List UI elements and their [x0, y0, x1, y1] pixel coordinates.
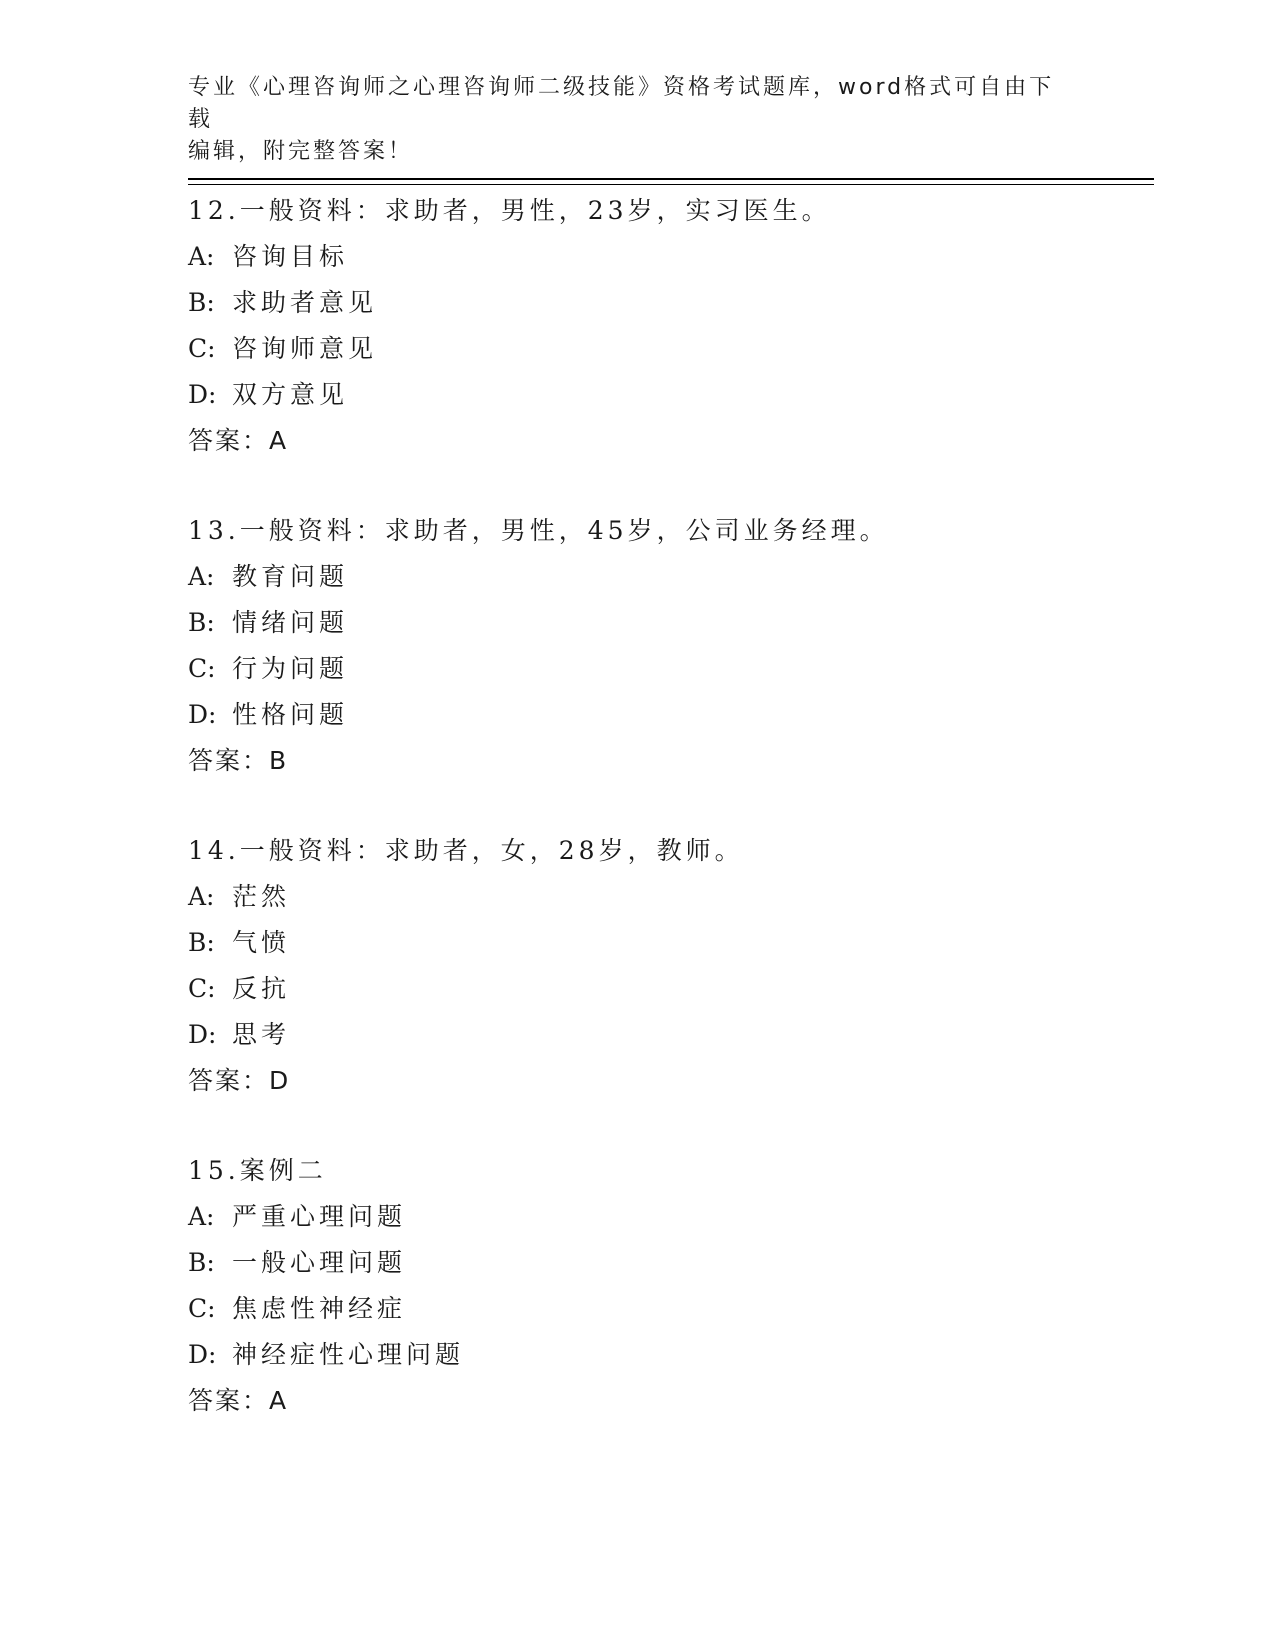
- question-12: [188, 188, 1154, 464]
- question-15: [188, 1148, 1154, 1424]
- question-stem: 13.一般资料：求助者，男性，45岁，公司业务经理。: [188, 516, 889, 545]
- option-text: 咨询目标: [232, 242, 349, 271]
- option-letter: D:: [188, 380, 217, 409]
- question-13: [188, 508, 1154, 784]
- option-text: 焦虑性神经症: [232, 1294, 407, 1323]
- option-letter: C:: [188, 974, 216, 1003]
- option-letter: A:: [188, 1202, 215, 1231]
- option-text: 教育问题: [232, 562, 349, 591]
- option-text: 气愤: [232, 928, 291, 957]
- option-text: 双方意见: [232, 380, 349, 409]
- question-14: [188, 828, 1154, 1104]
- document-header: [188, 72, 1068, 168]
- option-letter: C:: [188, 334, 216, 363]
- option-text: 一般心理问题: [232, 1248, 407, 1277]
- question-stem: 15.案例二: [188, 1156, 327, 1185]
- header-divider: [188, 178, 1154, 180]
- option-text: 严重心理问题: [232, 1202, 407, 1231]
- option-a: [188, 874, 1154, 920]
- answer-line: 答案：A: [188, 426, 289, 455]
- option-a: [188, 554, 1154, 600]
- option-text: 性格问题: [232, 700, 349, 729]
- option-letter: A:: [188, 562, 215, 591]
- option-text: 茫然: [232, 882, 291, 911]
- option-text: 神经症性心理问题: [232, 1340, 465, 1369]
- option-letter: C:: [188, 654, 216, 683]
- option-b: [188, 920, 1154, 966]
- option-letter: A:: [188, 882, 215, 911]
- answer-line: 答案：D: [188, 1066, 291, 1095]
- option-letter: B:: [188, 928, 215, 957]
- option-text: 思考: [232, 1020, 291, 1049]
- option-text: 反抗: [232, 974, 291, 1003]
- option-letter: A:: [188, 242, 215, 271]
- option-c: [188, 966, 1154, 1012]
- option-b: [188, 1240, 1154, 1286]
- option-d: [188, 372, 1154, 418]
- option-letter: D:: [188, 700, 217, 729]
- option-letter: D:: [188, 1340, 217, 1369]
- option-letter: B:: [188, 1248, 215, 1277]
- option-d: [188, 1012, 1154, 1058]
- header-divider-thin: [188, 184, 1154, 185]
- answer-line: 答案：A: [188, 1386, 289, 1415]
- question-list: [188, 188, 1154, 1468]
- option-d: [188, 692, 1154, 738]
- option-letter: B:: [188, 288, 215, 317]
- option-c: [188, 646, 1154, 692]
- option-text: 咨询师意见: [232, 334, 378, 363]
- option-d: [188, 1332, 1154, 1378]
- option-a: [188, 1194, 1154, 1240]
- option-letter: C:: [188, 1294, 216, 1323]
- question-stem: 14.一般资料：求助者，女，28岁，教师。: [188, 836, 744, 865]
- header-line-1: 专业《心理咨询师之心理咨询师二级技能》资格考试题库，word格式可自由下载: [188, 75, 1055, 132]
- option-letter: B:: [188, 608, 215, 637]
- option-c: [188, 326, 1154, 372]
- question-stem: 12.一般资料：求助者，男性，23岁，实习医生。: [188, 196, 831, 225]
- option-c: [188, 1286, 1154, 1332]
- option-b: [188, 280, 1154, 326]
- option-text: 求助者意见: [232, 288, 378, 317]
- option-a: [188, 234, 1154, 280]
- option-letter: D:: [188, 1020, 217, 1049]
- answer-line: 答案：B: [188, 746, 289, 775]
- option-text: 情绪问题: [232, 608, 349, 637]
- option-b: [188, 600, 1154, 646]
- option-text: 行为问题: [232, 654, 349, 683]
- header-line-2: 编辑，附完整答案！: [188, 139, 414, 164]
